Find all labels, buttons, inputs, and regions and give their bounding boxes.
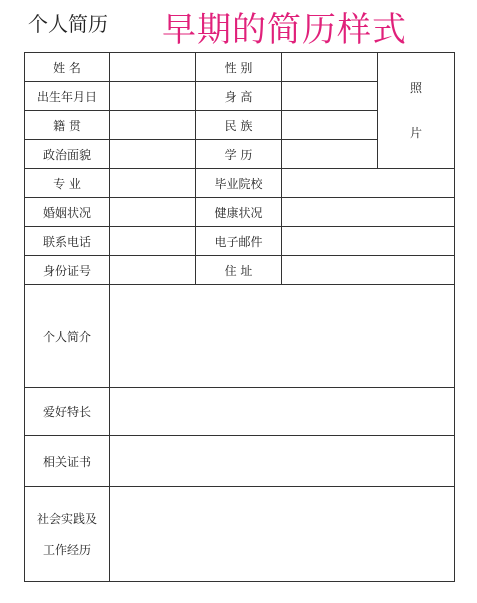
table-row: [25, 227, 455, 256]
field-gender[interactable]: [282, 53, 378, 82]
overlay-title: 早期的简历样式: [162, 10, 407, 50]
field-school[interactable]: [282, 169, 455, 198]
field-height[interactable]: [282, 82, 378, 111]
label-name: 姓 名: [25, 53, 110, 82]
label-marital: 婚姻状况: [25, 198, 110, 227]
label-political: 政治面貌: [25, 140, 110, 169]
label-height: 身 高: [196, 82, 282, 111]
label-id-number: 身份证号: [25, 256, 110, 285]
label-experience-line-1: 社会实践及: [36, 512, 97, 526]
photo-cell[interactable]: [378, 53, 455, 169]
field-email[interactable]: [282, 227, 455, 256]
label-gender: 性 别: [196, 53, 282, 82]
table-row: [25, 436, 455, 487]
resume-form-table: [24, 52, 455, 582]
field-major[interactable]: [110, 169, 196, 198]
label-certificates: 相关证书: [25, 436, 110, 487]
field-political[interactable]: [110, 140, 196, 169]
label-intro: 个人简介: [25, 285, 110, 388]
label-school: 毕业院校: [196, 169, 282, 198]
label-phone: 联系电话: [25, 227, 110, 256]
photo-label-2: 片: [409, 125, 422, 140]
table-row: [25, 169, 455, 198]
field-intro[interactable]: [110, 285, 455, 388]
label-address: 住 址: [196, 256, 282, 285]
label-major: 专 业: [25, 169, 110, 198]
field-marital[interactable]: [110, 198, 196, 227]
field-hobbies[interactable]: [110, 388, 455, 436]
table-row: [25, 487, 455, 582]
field-ethnicity[interactable]: [282, 111, 378, 140]
field-certificates[interactable]: [110, 436, 455, 487]
label-experience-line-2: 工作经历: [42, 543, 91, 557]
label-native: 籍 贯: [25, 111, 110, 140]
field-phone[interactable]: [110, 227, 196, 256]
field-name[interactable]: [110, 53, 196, 82]
label-hobbies: 爱好特长: [25, 388, 110, 436]
field-id-number[interactable]: [110, 256, 196, 285]
label-email: 电子邮件: [196, 227, 282, 256]
field-experience[interactable]: [110, 487, 455, 582]
label-education: 学 历: [196, 140, 282, 169]
table-row: [25, 388, 455, 436]
table-row: [25, 198, 455, 227]
photo-label-1: 照: [409, 81, 422, 96]
table-row: [25, 285, 455, 388]
field-health[interactable]: [282, 198, 455, 227]
document-title: 个人简历: [28, 12, 108, 36]
label-ethnicity: 民 族: [196, 111, 282, 140]
field-education[interactable]: [282, 140, 378, 169]
field-address[interactable]: [282, 256, 455, 285]
label-health: 健康状况: [196, 198, 282, 227]
table-row: [25, 53, 455, 82]
field-native[interactable]: [110, 111, 196, 140]
label-experience: [25, 487, 110, 582]
table-row: [25, 256, 455, 285]
label-birth: 出生年月日: [25, 82, 110, 111]
field-birth[interactable]: [110, 82, 196, 111]
